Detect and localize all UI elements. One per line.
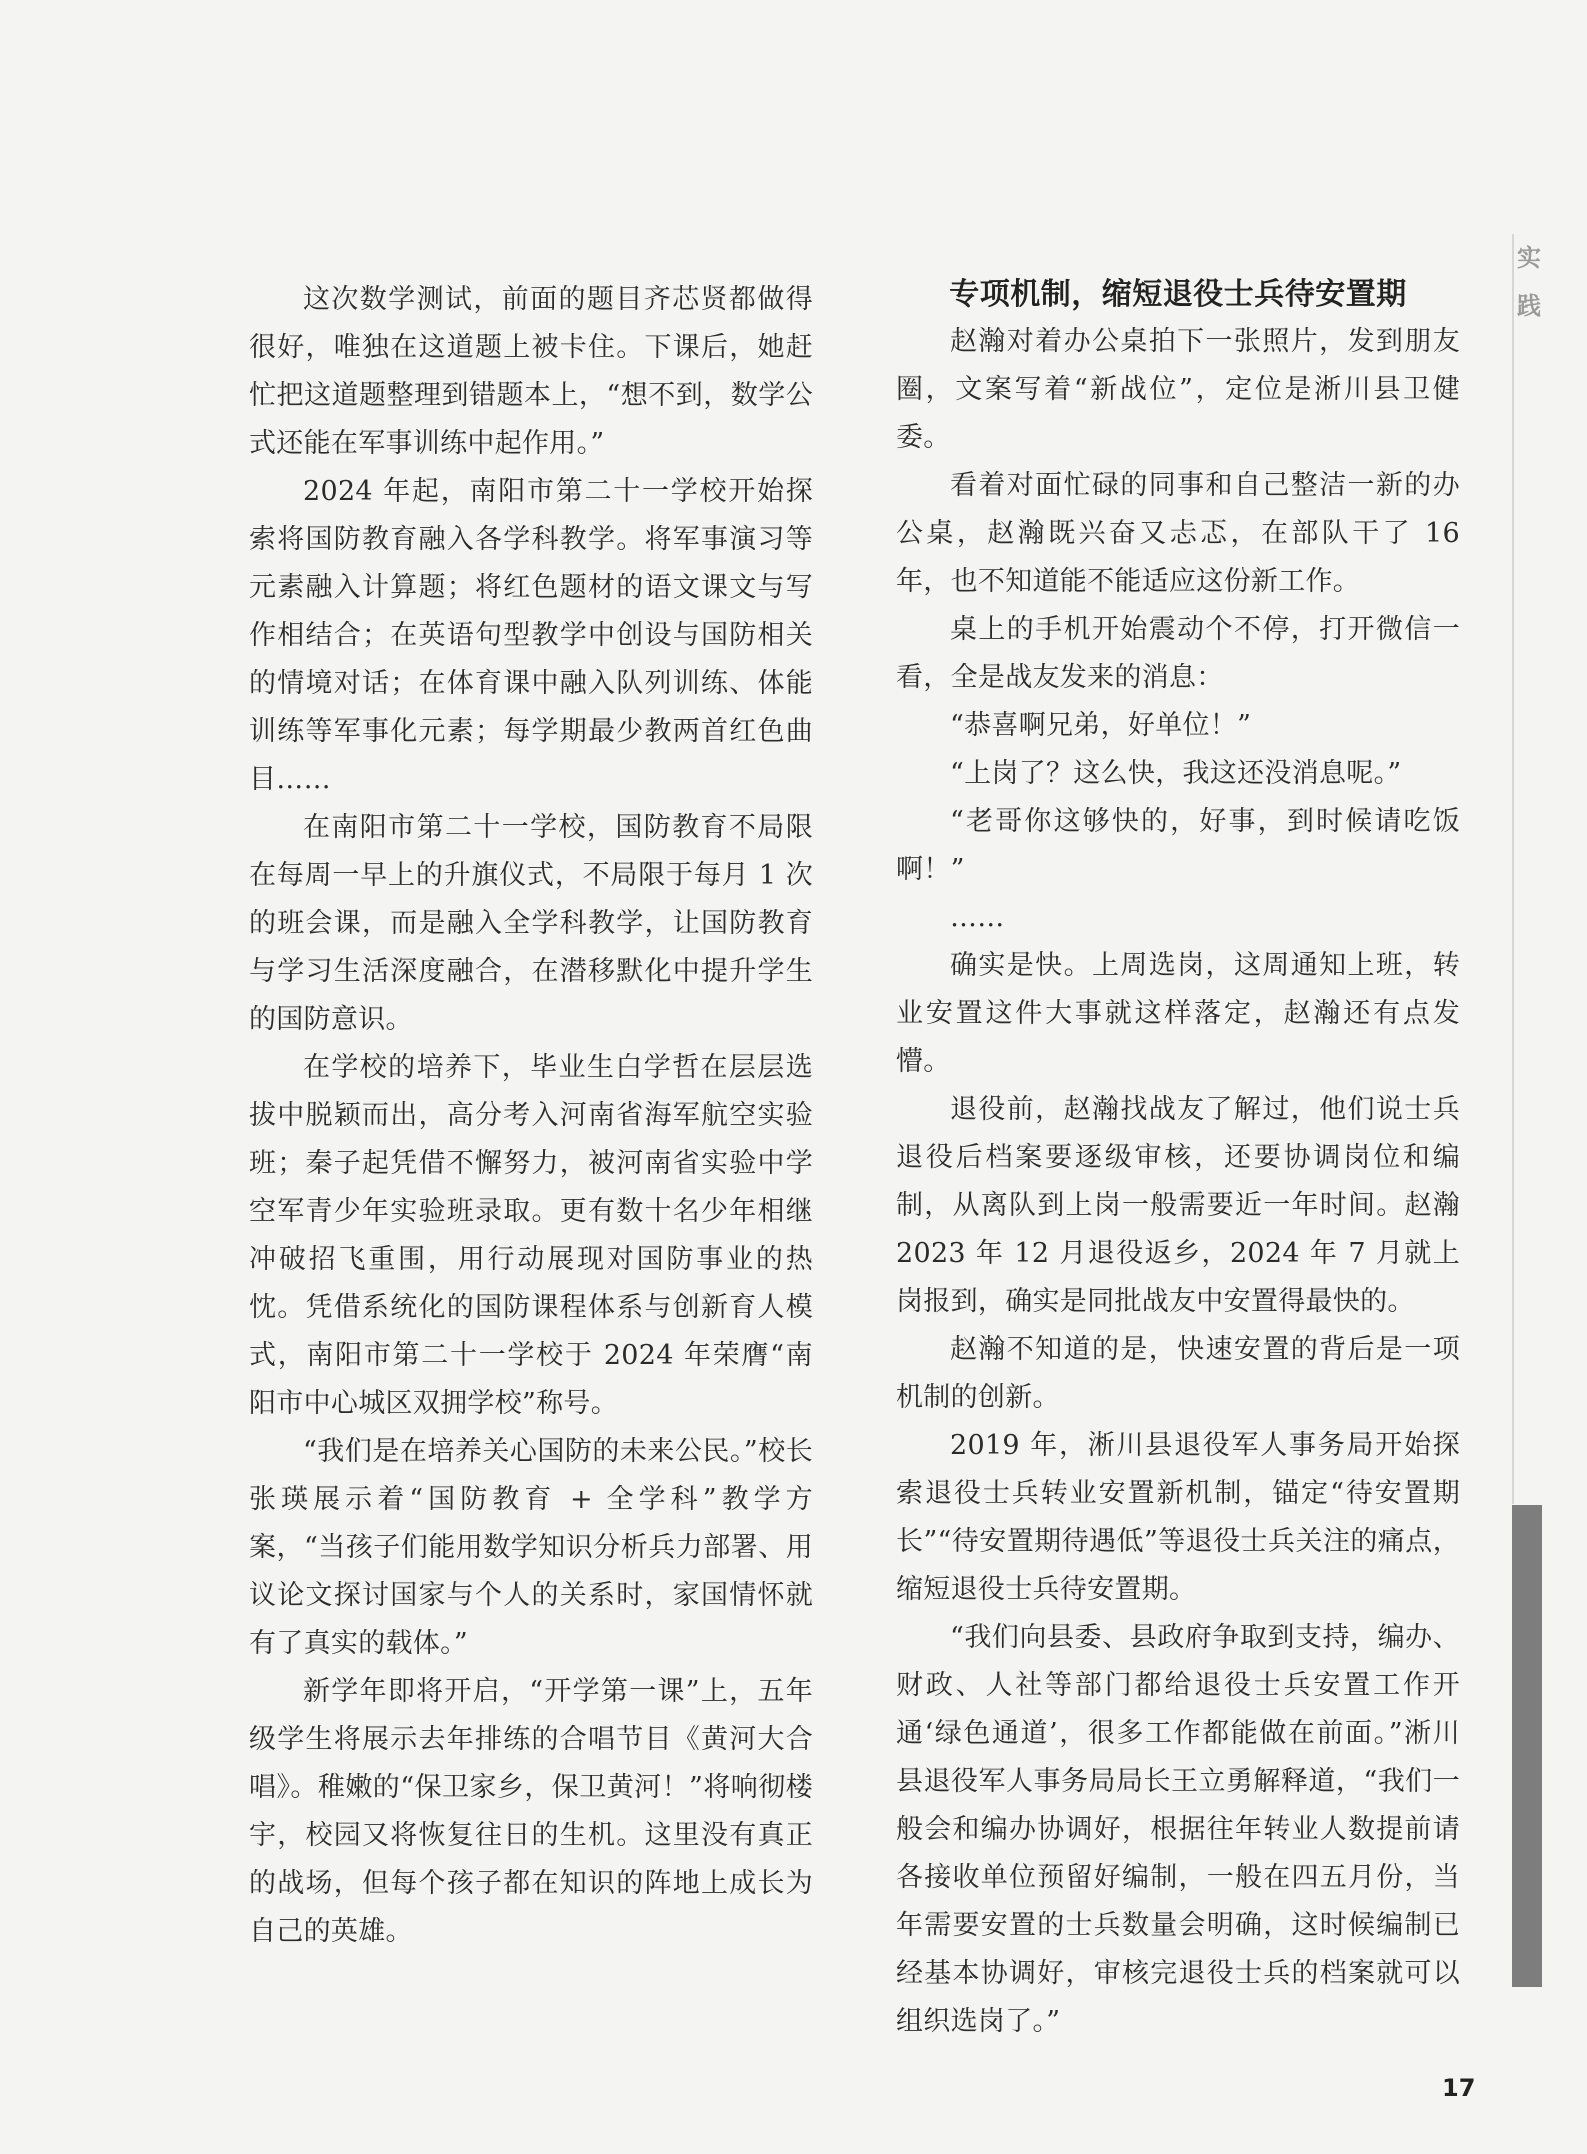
side-accent-bar — [1512, 1505, 1542, 1987]
side-label-char-2: 践 — [1517, 292, 1541, 320]
page-number: 17 — [1442, 2074, 1476, 2102]
quote-line: “老哥你这够快的，好事，到时候请吃饭啊！” — [896, 806, 1460, 885]
section-heading: 专项机制，缩短退役士兵待安置期 — [949, 277, 1407, 312]
body-paragraph: 桌上的手机开始震动个不停，打开微信一看，全是战友发来的消息： — [896, 614, 1460, 693]
section-side-label — [1512, 234, 1546, 330]
body-paragraph: 退役前，赵瀚找战友了解过，他们说士兵退役后档案要逐级审核，还要协调岗位和编制，从离队到上岗一般需要近一年时间。赵瀚 2023 年 12 月退役返乡，2024 年 7 月就上岗报到，确实是同批战友中安置得最快的。 — [896, 1094, 1460, 1317]
body-paragraph: 2019 年，淅川县退役军人事务局开始探索退役士兵转业安置新机制，锚定“待安置期长”“待安置期待遇低”等退役士兵关注的痛点，缩短退役士兵待安置期。 — [896, 1430, 1460, 1605]
left-column — [249, 276, 813, 1956]
quote-line: “上岗了？这么快，我这还没消息呢。” — [950, 758, 1402, 789]
body-paragraph: 赵瀚对着办公桌拍下一张照片，发到朋友圈，文案写着“新战位”，定位是淅川县卫健委。 — [896, 326, 1460, 453]
body-paragraph: 2024 年起，南阳市第二十一学校开始探索将国防教育融入各学科教学。将军事演习等元素融入计算题；将红色题材的语文课文与写作相结合；在英语句型教学中创设与国防相关的情境对话；在体育课中融入队列训练、体能训练等军事化元素；每学期最少教两首红色曲目…… — [249, 476, 813, 795]
body-paragraph: 确实是快。上周选岗，这周通知上班，转业安置这件大事就这样落定，赵瀚还有点发懵。 — [896, 950, 1460, 1077]
ellipsis-line: …… — [950, 902, 1005, 933]
body-paragraph: 新学年即将开启，“开学第一课”上，五年级学生将展示去年排练的合唱节目《黄河大合唱》。稚嫩的“保卫家乡，保卫黄河！”将响彻楼宇，校园又将恢复往日的生机。这里没有真正的战场，但每个孩子都在知识的阵地上成长为自己的英雄。 — [249, 1676, 813, 1947]
side-divider-line — [1512, 234, 1514, 1504]
right-column — [896, 276, 1460, 2046]
body-paragraph: 看着对面忙碌的同事和自己整洁一新的办公桌，赵瀚既兴奋又忐忑，在部队干了 16 年，也不知道能不能适应这份新工作。 — [896, 470, 1460, 597]
body-paragraph: “我们向县委、县政府争取到支持，编办、财政、人社等部门都给退役士兵安置工作开通‘绿色通道’，很多工作都能做在前面。”淅川县退役军人事务局局长王立勇解释道，“我们一般会和编办协调好，根据往年转业人数提前请各接收单位预留好编制，一般在四五月份，当年需要安置的士兵数量会明确，这时候编制已经基本协调好，审核完退役士兵的档案就可以组织选岗了。” — [896, 1622, 1460, 2037]
body-paragraph: 赵瀚不知道的是，快速安置的背后是一项机制的创新。 — [896, 1334, 1460, 1413]
body-paragraph: 这次数学测试，前面的题目齐芯贤都做得很好，唯独在这道题上被卡住。下课后，她赶忙把这道题整理到错题本上，“想不到，数学公式还能在军事训练中起作用。” — [249, 284, 813, 459]
body-paragraph: “我们是在培养关心国防的未来公民。”校长张瑛展示着“国防教育 + 全学科”教学方案，“当孩子们能用数学知识分析兵力部署、用议论文探讨国家与个人的关系时，家国情怀就有了真实的载体。” — [249, 1436, 813, 1659]
quote-line: “恭喜啊兄弟，好单位！” — [950, 710, 1252, 741]
body-paragraph: 在学校的培养下，毕业生白学哲在层层选拔中脱颖而出，高分考入河南省海军航空实验班；秦子起凭借不懈努力，被河南省实验中学空军青少年实验班录取。更有数十名少年相继冲破招飞重围，用行动展现对国防事业的热忱。凭借系统化的国防课程体系与创新育人模式，南阳市第二十一学校于 2024 年荣膺“南阳市中心城区双拥学校”称号。 — [249, 1052, 813, 1419]
side-label-char-1: 实 — [1517, 244, 1541, 272]
body-paragraph: 在南阳市第二十一学校，国防教育不局限在每周一早上的升旗仪式，不局限于每月 1 次的班会课，而是融入全学科教学，让国防教育与学习生活深度融合，在潜移默化中提升学生的国防意识。 — [249, 812, 813, 1035]
